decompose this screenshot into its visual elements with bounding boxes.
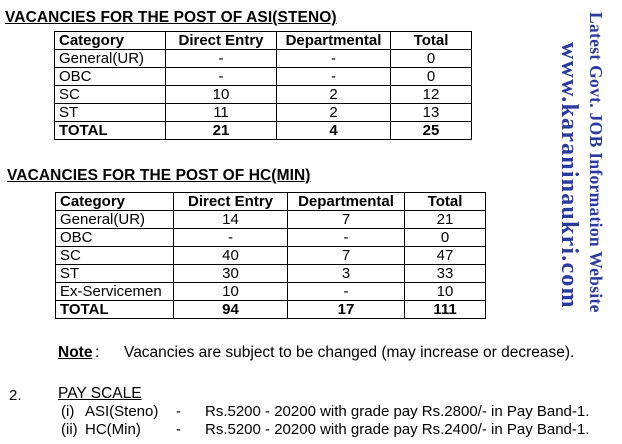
category-cell: General(UR) bbox=[55, 50, 166, 68]
departmental-cell: 7 bbox=[288, 247, 405, 265]
direct-entry-total-cell: 21 bbox=[166, 122, 277, 140]
table-row bbox=[55, 50, 472, 68]
total-cell: 13 bbox=[391, 104, 472, 122]
pay-scale-number: 2. bbox=[9, 387, 22, 404]
category-cell: ST bbox=[56, 265, 174, 283]
direct-entry-cell: - bbox=[166, 68, 277, 86]
pay-item-index: (i) bbox=[61, 403, 75, 420]
departmental-total-cell: 17 bbox=[288, 301, 405, 319]
departmental-total-cell: 4 bbox=[277, 122, 391, 140]
total-label-cell: TOTAL bbox=[55, 122, 166, 140]
watermark-tagline: Latest Govt. JOB Information Website bbox=[586, 12, 606, 313]
departmental-cell: 3 bbox=[288, 265, 405, 283]
table-header-row bbox=[56, 193, 486, 211]
direct-entry-cell: 11 bbox=[166, 104, 277, 122]
total-cell: 0 bbox=[405, 229, 486, 247]
category-cell: Ex-Servicemen bbox=[56, 283, 174, 301]
direct-entry-cell: 30 bbox=[174, 265, 288, 283]
col-header-total: Total bbox=[391, 32, 472, 50]
total-cell: 12 bbox=[391, 86, 472, 104]
total-cell: 0 bbox=[391, 50, 472, 68]
direct-entry-total-cell: 94 bbox=[174, 301, 288, 319]
col-header-direct-entry: Direct Entry bbox=[166, 32, 277, 50]
pay-item-detail: Rs.5200 - 20200 with grade pay Rs.2800/- in Pay Band-1. bbox=[205, 403, 590, 420]
col-header-departmental: Departmental bbox=[288, 193, 405, 211]
total-cell: 21 bbox=[405, 211, 486, 229]
hc-vacancy-table bbox=[55, 192, 486, 319]
note-text: Vacancies are subject to be changed (may increase or decrease). bbox=[124, 344, 575, 361]
table-row bbox=[55, 68, 472, 86]
category-cell: SC bbox=[56, 247, 174, 265]
total-cell: 10 bbox=[405, 283, 486, 301]
total-label-cell: TOTAL bbox=[56, 301, 174, 319]
departmental-cell: 2 bbox=[277, 104, 391, 122]
departmental-cell: - bbox=[288, 283, 405, 301]
table-row bbox=[56, 229, 486, 247]
departmental-cell: - bbox=[288, 229, 405, 247]
asi-vacancy-table bbox=[54, 31, 472, 140]
hc-heading: VACANCIES FOR THE POST OF HC(MIN) bbox=[7, 167, 311, 184]
departmental-cell: - bbox=[277, 68, 391, 86]
category-cell: OBC bbox=[55, 68, 166, 86]
departmental-cell: - bbox=[277, 50, 391, 68]
pay-item-detail: Rs.5200 - 20200 with grade pay Rs.2400/- in Pay Band-1. bbox=[205, 421, 590, 438]
total-cell: 47 bbox=[405, 247, 486, 265]
direct-entry-cell: 40 bbox=[174, 247, 288, 265]
pay-scale-title: PAY SCALE bbox=[58, 385, 142, 402]
category-cell: General(UR) bbox=[56, 211, 174, 229]
col-header-category: Category bbox=[56, 193, 174, 211]
col-header-departmental: Departmental bbox=[277, 32, 391, 50]
direct-entry-cell: - bbox=[174, 229, 288, 247]
total-row bbox=[56, 301, 486, 319]
col-header-direct-entry: Direct Entry bbox=[174, 193, 288, 211]
table-row bbox=[56, 283, 486, 301]
category-cell: OBC bbox=[56, 229, 174, 247]
pay-item-index: (ii) bbox=[61, 421, 78, 438]
category-cell: ST bbox=[55, 104, 166, 122]
note-colon: : bbox=[95, 344, 100, 361]
table-row bbox=[56, 265, 486, 283]
pay-item-dash: - bbox=[176, 421, 181, 438]
table-row bbox=[56, 247, 486, 265]
direct-entry-cell: 10 bbox=[166, 86, 277, 104]
total-row bbox=[55, 122, 472, 140]
table-header-row bbox=[55, 32, 472, 50]
note-label: Note bbox=[58, 344, 93, 361]
total-cell: 0 bbox=[391, 68, 472, 86]
departmental-cell: 2 bbox=[277, 86, 391, 104]
departmental-cell: 7 bbox=[288, 211, 405, 229]
table-row bbox=[55, 86, 472, 104]
direct-entry-cell: 14 bbox=[174, 211, 288, 229]
grand-total-cell: 25 bbox=[391, 122, 472, 140]
pay-item-post: ASI(Steno) bbox=[85, 403, 159, 420]
total-cell: 33 bbox=[405, 265, 486, 283]
pay-item-dash: - bbox=[176, 403, 181, 420]
col-header-category: Category bbox=[55, 32, 166, 50]
asi-heading: VACANCIES FOR THE POST OF ASI(STENO) bbox=[5, 9, 337, 26]
direct-entry-cell: - bbox=[166, 50, 277, 68]
grand-total-cell: 111 bbox=[405, 301, 486, 319]
table-row bbox=[55, 104, 472, 122]
watermark-website: www.karaninaukri.com bbox=[556, 42, 582, 309]
col-header-total: Total bbox=[405, 193, 486, 211]
pay-item-post: HC(Min) bbox=[85, 421, 141, 438]
direct-entry-cell: 10 bbox=[174, 283, 288, 301]
table-row bbox=[56, 211, 486, 229]
category-cell: SC bbox=[55, 86, 166, 104]
